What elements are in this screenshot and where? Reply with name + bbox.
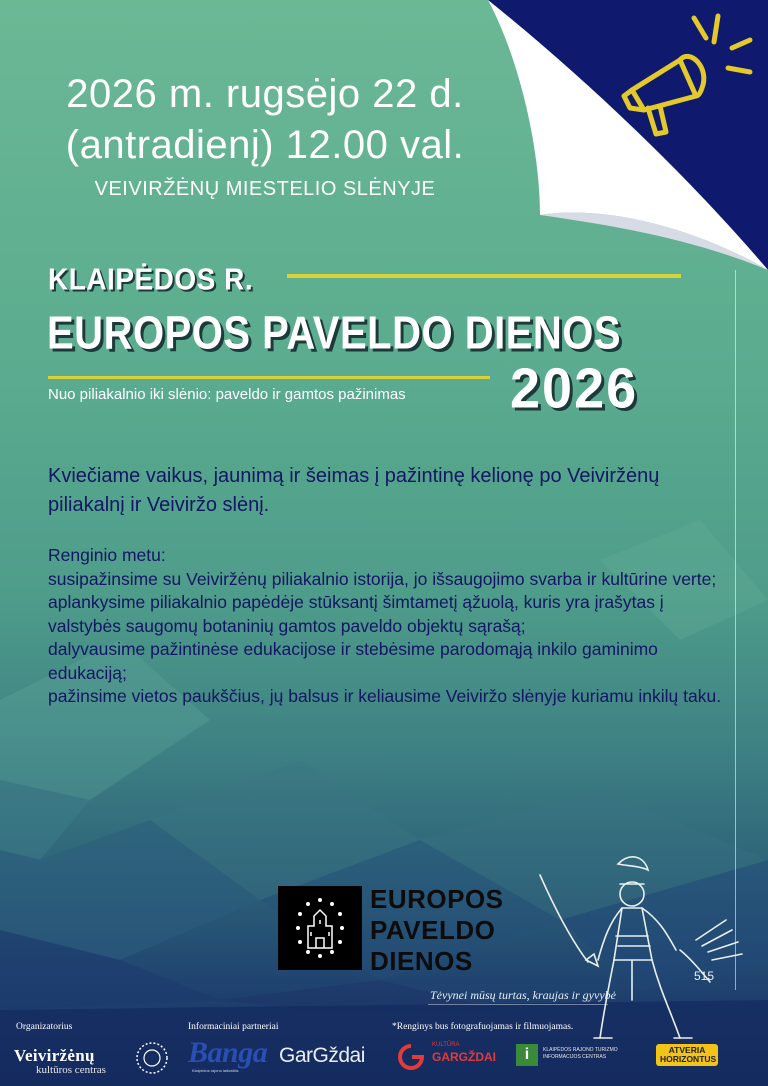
event-time: (antradienį) 12.00 val. [65,123,465,167]
page-title: EUROPOS PAVELDO DIENOS [47,308,622,359]
region-label: KLAIPĖDOS R. [48,262,254,297]
partner-logo-gargzdai: GarGždai [279,1044,365,1067]
slogan-underline [428,1004,608,1005]
info-icon: i [516,1044,538,1066]
logo-line: DIENOS [370,946,473,976]
organizer-logo-sub: kultūros centras [36,1064,106,1076]
kultura-gargzdai-icon [398,1044,424,1070]
accent-bar-bottom [48,376,490,379]
program-item: susipažinsime su Veiviržėnų piliakalnio istorija, jo išsaugojimo svarba ir kultūrine verte; [48,568,717,589]
year-label: 2026 [510,357,639,421]
program-item: pažinsime vietos paukščius, jų balsus ir keliausime Veiviržo slėnyje kuriamu inkilų taku. [48,686,722,706]
ah-line: ATVERIA [668,1045,706,1055]
accent-bar-top [287,274,681,278]
event-date: 2026 m. rugsėjo 22 d. [66,72,464,116]
partner-logo-kultura-gargzdai: GARGŽDAI [432,1050,496,1064]
heritage-logo-text [370,884,504,977]
filming-note: *Renginys bus fotografuojamas ir filmuojamas. [392,1022,574,1032]
partner-logo-banga: Banga [188,1036,268,1069]
knight-number: 515 [694,969,715,983]
castle-stars-icon [278,886,362,970]
kultura-label: KULTŪRA [432,1042,460,1048]
knight-illustration [520,850,750,1050]
partner-logo-tic: KLAIPĖDOS RAJONO TURIZMO INFORMACIJOS CENTRAS [543,1047,618,1060]
megaphone-icon [610,8,760,143]
organizer-logo: Veiviržėnų [14,1046,95,1065]
partners-label: Informaciniai partneriai [188,1022,279,1032]
intro-text: Kviečiame vaikus, jaunimą ir šeimas į pažintinę kelionę po Veiviržėnų piliakalnį ir Veiviržo slėnį. [48,465,660,516]
heritage-logo [278,886,362,970]
logo-line: EUROPOS [370,884,504,914]
ah-line: HORIZONTUS [660,1054,717,1064]
program-title: Renginio metu: [48,545,166,565]
organizer-emblem-icon [134,1040,170,1076]
slogan: Tėvynei mūsų turtas, kraujas ir gyvybė [430,988,616,1002]
program-item: aplankysime piliakalnio papėdėje stūksantį šimtametį ąžuolą, kuris yra įrašytas į valstybės saugomų botaninių gamtos paveldo objektų sąrašą; [48,592,664,636]
program-block [48,544,728,709]
partner-logo-banga-sub: Klaipėdos rajono laikraštis [192,1068,239,1073]
partner-logo-atveria-horizontus [656,1044,718,1066]
logo-line: PAVELDO [370,915,496,945]
event-location: VEIVIRŽĖNŲ MIESTELIO SLĖNYJE [94,178,436,200]
subtitle: Nuo piliakalnio iki slėnio: paveldo ir gamtos pažinimas [48,386,406,403]
program-item: dalyvausime pažintinėse edukacijose ir stebėsime parodomąją inkilo gaminimo edukaciją; [48,639,658,683]
organizer-label: Organizatorius [16,1022,73,1032]
